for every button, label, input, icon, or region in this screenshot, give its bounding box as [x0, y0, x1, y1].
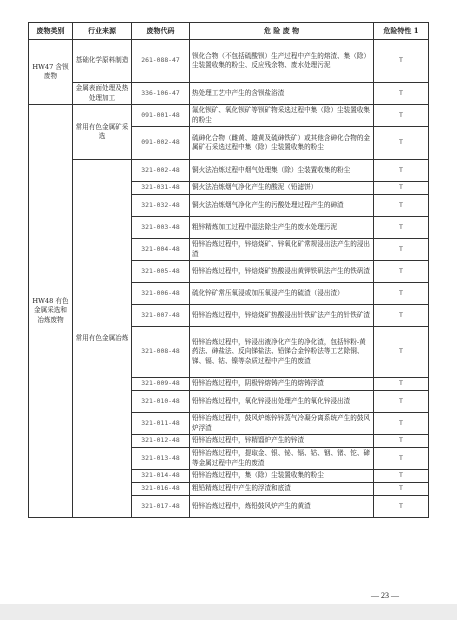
code-cell: 321-012-48: [132, 435, 190, 448]
hazard-cell: T: [374, 195, 429, 217]
hazard-cell: T: [374, 327, 429, 378]
hazard-cell: T: [374, 217, 429, 239]
hazard-cell: T: [374, 305, 429, 327]
hazard-cell: T: [374, 496, 429, 518]
industry-cell: 基础化学原料制造: [73, 40, 132, 83]
code-cell: 321-007-48: [132, 305, 190, 327]
code-cell: 321-005-48: [132, 261, 190, 283]
category-cell: HW48 有色金属采选和冶炼废物: [29, 105, 73, 518]
code-cell: 321-014-48: [132, 470, 190, 483]
description-cell: 铜火法冶炼过程中烟气处理集（除）尘装置收集的粉尘: [190, 160, 374, 182]
description-cell: 铅锌冶炼过程中，提取金、银、铋、镉、钴、铟、锗、铊、碲等金属过程中产生的废渣: [190, 448, 374, 470]
code-cell: 091-001-48: [132, 105, 190, 127]
header-code: 废物代码: [132, 23, 190, 40]
code-cell: 321-010-48: [132, 391, 190, 413]
header-category: 废物类别: [29, 23, 73, 40]
hazard-cell: T: [374, 83, 429, 105]
description-cell: 铜火法冶炼烟气净化产生的污酸处理过程产生的砷渣: [190, 195, 374, 217]
code-cell: 336-106-47: [132, 83, 190, 105]
hazard-cell: T: [374, 182, 429, 195]
code-cell: 091-002-48: [132, 127, 190, 160]
description-cell: 钡化合物（不包括硫酸钡）生产过程中产生的熔渣、集（除）尘装置收集的粉尘、反应残余物、废水处理污泥: [190, 40, 374, 83]
hazard-cell: T: [374, 105, 429, 127]
description-cell: 铅锌冶炼过程中，锌浸出液净化产生的净化渣，包括锌粉-黄药法、砷盐法、反向锑盐法、铅锑合金锌粉法等工艺除铜、锑、镉、钴、镍等杂质过程中产生的废渣: [190, 327, 374, 378]
table-row: [29, 105, 429, 127]
description-cell: 硫砷化合物（雌黄、雄黄及硫砷铁矿）或其他含砷化合物的金属矿石采选过程中集（除）尘装置收集的粉尘: [190, 127, 374, 160]
description-cell: 粗铅精炼过程中产生的浮渣和底渣: [190, 483, 374, 496]
hazard-cell: T: [374, 40, 429, 83]
industry-cell: 常用有色金属冶炼: [73, 160, 132, 518]
hazard-cell: T: [374, 239, 429, 261]
hazard-cell: T: [374, 127, 429, 160]
industry-cell: 金属表面处理及热处理加工: [73, 83, 132, 105]
description-cell: 粗锌精炼加工过程中湿法除尘产生的废水处理污泥: [190, 217, 374, 239]
code-cell: 321-011-48: [132, 413, 190, 435]
hazard-cell: T: [374, 391, 429, 413]
header-industry: 行业来源: [73, 23, 132, 40]
header-hazard: 危险特性 1: [374, 23, 429, 40]
code-cell: 321-031-48: [132, 182, 190, 195]
description-cell: 铅锌冶炼过程中，锌焙烧矿热酸浸出针铁矿法产生的针铁矿渣: [190, 305, 374, 327]
header-waste-name: 危 险 废 物: [190, 23, 374, 40]
table-row: [29, 160, 429, 182]
hazard-cell: T: [374, 378, 429, 391]
code-cell: 321-016-48: [132, 483, 190, 496]
code-cell: 321-004-48: [132, 239, 190, 261]
code-cell: 321-013-48: [132, 448, 190, 470]
code-cell: 321-017-48: [132, 496, 190, 518]
description-cell: 铅锌冶炼过程中，炼铅鼓风炉产生的黄渣: [190, 496, 374, 518]
hazard-cell: T: [374, 283, 429, 305]
hazardous-waste-table: [28, 22, 429, 518]
description-cell: 热处理工艺中产生的含钡盐浴渣: [190, 83, 374, 105]
table-header-row: [29, 23, 429, 40]
table-row: [29, 40, 429, 83]
hazard-cell: T: [374, 435, 429, 448]
industry-cell: 常用有色金属矿采选: [73, 105, 132, 160]
page-number: — 23 —: [371, 591, 399, 600]
table-row: [29, 83, 429, 105]
code-cell: 321-008-48: [132, 327, 190, 378]
hazard-cell: T: [374, 413, 429, 435]
code-cell: 321-003-48: [132, 217, 190, 239]
code-cell: 261-088-47: [132, 40, 190, 83]
code-cell: 321-006-48: [132, 283, 190, 305]
description-cell: 铅锌冶炼过程中，锌焙烧矿、锌氧化矿常规浸出法产生的浸出渣: [190, 239, 374, 261]
code-cell: 321-009-48: [132, 378, 190, 391]
code-cell: 321-032-48: [132, 195, 190, 217]
description-cell: 铅锌冶炼过程中，集（除）尘装置收集的粉尘: [190, 470, 374, 483]
hazard-cell: T: [374, 160, 429, 182]
description-cell: 铅锌冶炼过程中，阴极锌熔铸产生的熔铸浮渣: [190, 378, 374, 391]
code-cell: 321-002-48: [132, 160, 190, 182]
category-cell: HW47 含钡废物: [29, 40, 73, 105]
description-cell: 硫化锌矿常压氧浸或加压氧浸产生的硫渣（浸出渣）: [190, 283, 374, 305]
description-cell: 氟化钡矿、氧化钡矿等钡矿物采选过程中集（除）尘装置收集的粉尘: [190, 105, 374, 127]
description-cell: 铅锌冶炼过程中，锌焙烧矿热酸浸出黄钾铁矾法产生的铁矾渣: [190, 261, 374, 283]
hazard-cell: T: [374, 483, 429, 496]
hazard-cell: T: [374, 261, 429, 283]
hazard-cell: T: [374, 448, 429, 470]
bottom-margin: [0, 604, 457, 620]
description-cell: 铅锌冶炼过程中，氧化锌浸出处理产生的氧化锌浸出渣: [190, 391, 374, 413]
description-cell: 铜火法冶炼烟气净化产生的酸泥（铅滤饼）: [190, 182, 374, 195]
description-cell: 铅锌冶炼过程中，鼓风炉炼锌锌蒸气冷凝分离系统产生的鼓风炉浮渣: [190, 413, 374, 435]
hazard-cell: T: [374, 470, 429, 483]
description-cell: 铅锌冶炼过程中，锌精馏炉产生的锌渣: [190, 435, 374, 448]
